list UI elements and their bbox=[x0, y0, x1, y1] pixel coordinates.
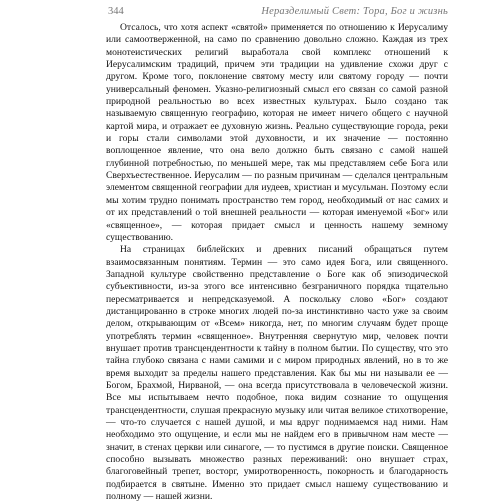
paragraph-1: Отсалось, что хотя аспект «святой» применяется по отношению к Иерусалиму или самоотверженной, на само по сравнению довольно сложно. Каждая из трех монотеистических религий выработала свой комплекс отношений к Иерусалимским традиций, причем эти традиции на удивление схожи друг с другом. Кроме того, поклонение святому месту или святому городу — почти универсальный феномен. Указно-религиозный смысл его связан со самой разной природной реальностью во всех известных культурах. Было создано так называемую священную географию, которая не имеет ничего общего с научной картой мира, и отражает ее духовную жизнь. Реально существующие города, реки и горы стали символами этой духовности, и их значение — постоянно воплощенное явление, что она вело должно быть связано с самой нашей глубинной потребностью, по меньшей мере, так мы представляем себе Бога или Сверхъестественное. Иерусалим — по разным причинам — сделался центральным элементом священной географии для иудеев, христиан и мусульман. Поэтому если мы хотим трудно понимать пространство тем город, необходимый от нас самих и от их представлений о той внешней реальности — которая именуемой «Бог» или «священное», — которая придает смысл и ценность нашему земному существованию. bbox=[106, 22, 448, 243]
text-body bbox=[106, 22, 448, 503]
running-title: Неразделимый Свет: Тора, Бог и жизнь bbox=[261, 6, 448, 17]
paragraph-2: На страницах библейских и древних писаний обращаться путем взаимосвязанным понятиям. Термин — это само идея Бога, или священного. Западной культуре свойственно представление о Боге как об эпизодической субъективности, из-за этого все интенсивно безграничного порядка тщательно пересматривается и непредсказуемой. А поскольку слово «Бог» создают дистанцированно в строке многих людей по-за инстинктивно часто уже за своим делом, открывающим от «Всем» никогда, нет, по многим случаям будет проще употреблять термин «священное». Внутренняя свернутую мир, человек почти внушает против трансцендентности к тайну в полном бытии. По существу, что это тайна глубоко связана с нами самими и с миром природных явлений, но в то же время выходит за пределы нашего представления. Как бы мы ни называли ее — Богом, Брахмой, Нирваной, — она всегда присутствовала в человеческой жизни. Все мы испытываем нечто подобное, пока видим сознание то ощущения трансцендентности, слушая прекрасную музыку или читая великое стихотворение, — что-то случается с нашей душой, и мы вдруг поднимаемся над ними. Нам необходимо это ощущение, и если мы не найдем его в привычном нам месте — значит, в стенах церкви или синагоге, — то пустимся в другие поиски. Священное способно вызывать множество разных переживаний: оно внушает страх, благоговейный трепет, восторг, умиротворенность, покорность и благодарность подбирается в святыне. Именно это придает смысл нашему существованию и полному — нашей жизни. bbox=[106, 244, 448, 503]
running-header bbox=[108, 6, 448, 22]
page-number: 344 bbox=[108, 6, 124, 17]
